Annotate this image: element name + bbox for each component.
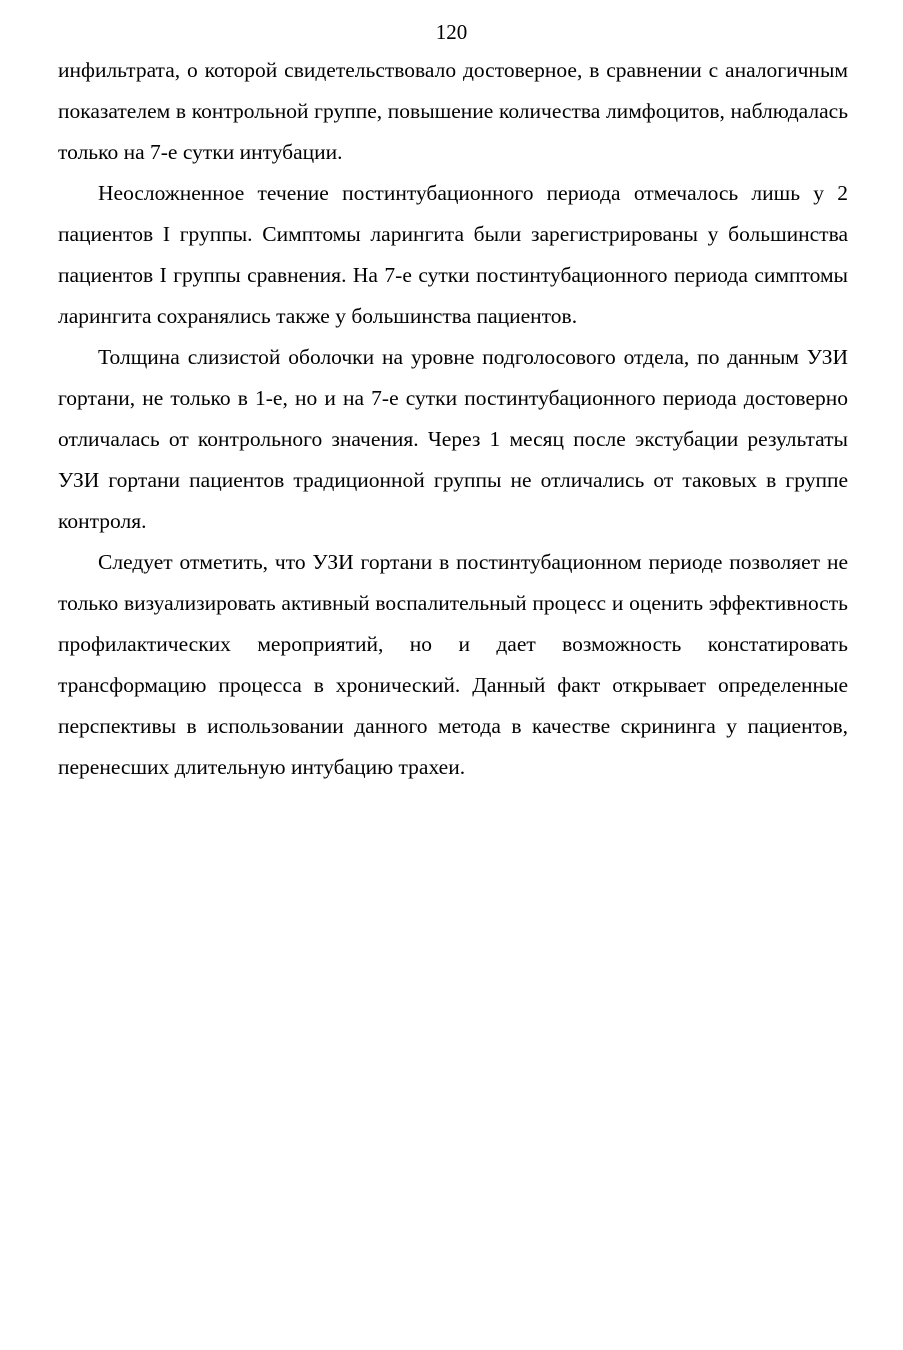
- paragraph-postintubation-course: Неосложненное течение постинтубационного периода отмечалось лишь у 2 пациентов I группы. Симптомы ларингита были зарегистрированы у большинства пациентов I группы сравнения. На 7-е сутки постинтубационного периода симптомы ларингита сохранялись также у большинства пациентов.: [58, 181, 848, 328]
- paragraph-mucosa-thickness: Толщина слизистой оболочки на уровне подголосового отдела, по данным УЗИ гортани, не только в 1-е, но и на 7-е сутки постинтубационного периода достоверно отличалась от контрольного значения. Через 1 месяц после экстубации результаты УЗИ гортани пациентов традиционной группы не отличались от таковых в группе контроля.: [58, 345, 848, 533]
- paragraph-continuation: инфильтрата, о которой свидетельствовало достоверное, в сравнении с аналогичным показателем в контрольной группе, повышение количества лимфоцитов, наблюдалась только на 7-е сутки интубации.: [58, 58, 848, 164]
- page-number: 120: [435, 20, 468, 44]
- document-body: [58, 50, 848, 788]
- paragraph-ultrasound-conclusion: Следует отметить, что УЗИ гортани в постинтубационном периоде позволяет не только визуализировать активный воспалительный процесс и оценить эффективность профилактических мероприятий, но и дает возможность констатировать трансформацию процесса в хронический. Данный факт открывает определенные перспективы в использовании данного метода в качестве скрининга у пациентов, перенесших длительную интубацию трахеи.: [58, 550, 848, 779]
